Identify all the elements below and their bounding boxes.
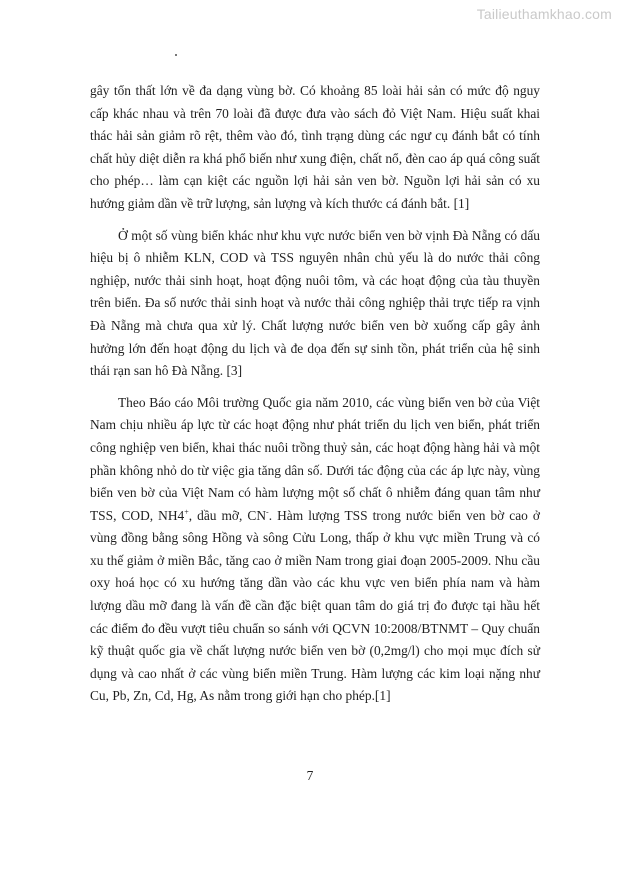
page-number: 7 bbox=[306, 768, 314, 783]
superscript-minus: - bbox=[266, 507, 269, 517]
watermark-text: Tailieuthamkhao.com bbox=[476, 6, 612, 22]
paragraph-3-part-3: . Hàm lượng TSS trong nước biển ven bờ cao ở vùng đồng bằng sông Hồng và sông Cửu Long, thấp ở khu vực miền Trung và có xu thế giảm ở miền Bắc, tăng cao ở miền Nam trong giai đoạn 2005-2009. Nhu cầu oxy hoá học có xu hướng tăng dần vào các khu vực ven biển phía nam và hàm lượng dầu mỡ đang là vấn đề cần đặc biệt quan tâm do giá trị đo được tại hầu hết các điểm đo đều vượt tiêu chuẩn so sánh với QCVN 10:2008/BTNMT – Quy chuẩn kỹ thuật quốc gia về chất lượng nước biển ven bờ (0,2mg/l) cho mọi mục đích sử dụng và cao nhất ở các vùng biển miền Trung. Hàm lượng các kim loại nặng như Cu, Pb, Zn, Cd, Hg, As nằm trong giới hạn cho phép.[1] bbox=[90, 507, 541, 704]
paragraph-3 bbox=[90, 392, 540, 708]
scan-speck bbox=[175, 54, 177, 56]
paragraph-2: Ở một số vùng biển khác như khu vực nước biển ven bờ vịnh Đà Nẵng có dấu hiệu bị ô nhiễm KLN, COD và TSS nguyên nhân chủ yếu là do nước thải công nghiệp, nước thải sinh hoạt, hoạt động nuôi tôm, và các hoạt động của tàu thuyền trên biển. Đa số nước thải sinh hoạt và nước thải công nghiệp thải trực tiếp ra vịnh Đà Nẵng mà chưa qua xử lý. Chất lượng nước biển ven bờ xuống cấp gây ảnh hưởng lớn đến hoạt động du lịch và đe dọa đến sự sinh tồn, phát triển của hệ sinh thái rạn san hô Đà Nẵng. [3] bbox=[90, 227, 540, 379]
superscript-plus: + bbox=[184, 507, 189, 517]
document-body bbox=[90, 80, 540, 717]
paragraph-1: gây tổn thất lớn về đa dạng vùng bờ. Có khoảng 85 loài hải sản có mức độ nguy cấp khác nhau và trên 70 loài đã được đưa vào sách đỏ Việt Nam. Hiệu suất khai thác hải sản giảm rõ rệt, thêm vào đó, tình trạng dùng các ngư cụ đánh bắt có tính chất hủy diệt diễn ra khá phổ biến như xung điện, chất nổ, đèn cao áp quá công suất cho phép… làm cạn kiệt các nguồn lợi hải sản ven bờ. Nguồn lợi hải sản có xu hướng giảm dần về trữ lượng, sản lượng và kích thước cá đánh bắt. [1] bbox=[90, 83, 540, 211]
paragraph-3-part-1: Theo Báo cáo Môi trường Quốc gia năm 2010, các vùng biển ven bờ của Việt Nam chịu nhiều áp lực từ các hoạt động như phát triển du lịch ven biển, phát triển công nghiệp ven biển, khai thác nuôi trồng thuỷ sản, các hoạt động hàng hải và một phần không nhỏ do từ việc gia tăng dân số. Dưới tác động của các áp lực này, vùng biển ven bờ của Việt Nam có hàm lượng một số chất ô nhiễm đáng quan tâm như TSS, COD, NH4 bbox=[90, 394, 540, 523]
paragraph-3-part-2: , dầu mỡ, CN bbox=[188, 507, 267, 523]
